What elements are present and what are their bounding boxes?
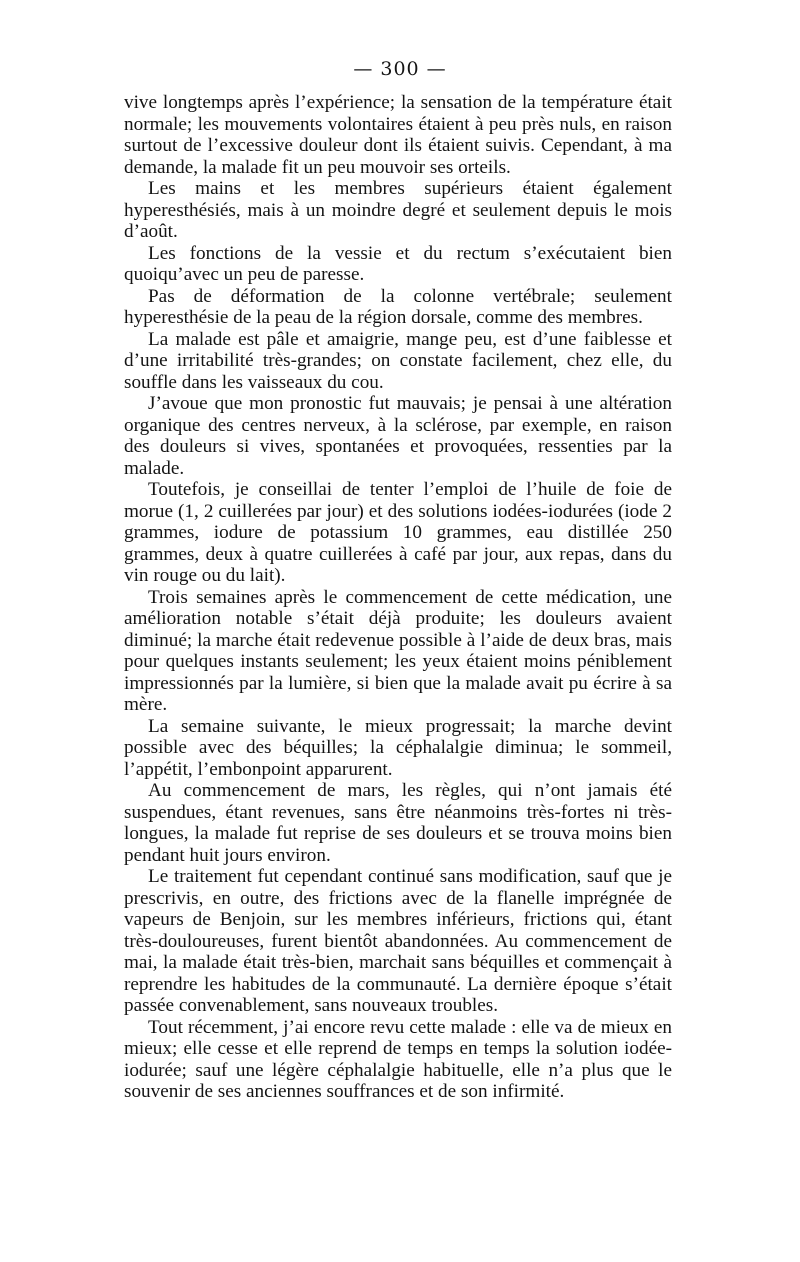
paragraph: vive longtemps après l’expérience; la sensation de la température était normale; les mouvements volontaires étaient à peu près nuls, en raison surtout de l’excessive douleur dont ils étaient suivis. Cependant, à ma demande, la malade fit un peu mouvoir ses orteils.: [124, 92, 672, 178]
page-number: — 300 —: [353, 58, 447, 80]
paragraph: Toutefois, je conseillai de tenter l’emploi de l’huile de foie de morue (1, 2 cuillerées par jour) et des solutions iodées-iodurées (iode 2 grammes, iodure de potassium 10 grammes, eau distillée 250 grammes, deux à quatre cuillerées à café par jour, aux repas, dans du vin rouge ou du lait).: [124, 479, 672, 586]
body-text: [124, 92, 672, 1103]
paragraph: Tout récemment, j’ai encore revu cette malade : elle va de mieux en mieux; elle cesse et elle reprend de temps en temps la solution iodée-iodurée; sauf une légère céphalalgie habituelle, elle n’a plus que le souvenir de ses anciennes souffrances et de son infirmité.: [124, 1016, 672, 1102]
paragraph: J’avoue que mon pronostic fut mauvais; je pensai à une altération organique des centres nerveux, à la sclérose, par exemple, en raison des douleurs si vives, spontanées et provoquées, ressenties par la malade.: [124, 393, 672, 479]
paragraph: Les mains et les membres supérieurs étaient également hyperesthésiés, mais à un moindre degré et seulement depuis le mois d’août.: [124, 178, 672, 242]
paragraph: Trois semaines après le commencement de cette médication, une amélioration notable s’était déjà produite; les douleurs avaient diminué; la marche était redevenue possible à l’aide de deux bras, mais pour quelques instants seulement; les yeux étaient moins péniblement impressionnés par la lumière, si bien que la malade avait pu écrire à sa mère.: [124, 586, 672, 715]
paragraph: La semaine suivante, le mieux progressait; la marche devint possible avec des béquilles; la céphalalgie diminua; le sommeil, l’appétit, l’embonpoint apparurent.: [124, 715, 672, 780]
paragraph: Pas de déformation de la colonne vertébrale; seulement hyperesthésie de la peau de la région dorsale, comme des membres.: [124, 285, 672, 328]
paragraph: La malade est pâle et amaigrie, mange peu, est d’une faiblesse et d’une irritabilité très-grandes; on constate facilement, chez elle, du souffle dans les vaisseaux du cou.: [124, 328, 672, 393]
paragraph: Les fonctions de la vessie et du rectum s’exécutaient bien quoiqu’avec un peu de paresse.: [124, 242, 672, 285]
paragraph: Le traitement fut cependant continué sans modification, sauf que je prescrivis, en outre, des frictions avec de la flanelle imprégnée de vapeurs de Benjoin, sur les membres inférieurs, frictions qui, étant très-douloureuses, furent bientôt abandonnées. Au commencement de mai, la malade était très-bien, marchait sans béquilles et commençait à reprendre les habitudes de la communauté. La dernière époque s’était passée convenablement, sans nouveaux troubles.: [124, 866, 672, 1016]
paragraph: Au commencement de mars, les règles, qui n’ont jamais été suspendues, étant revenues, sans être néanmoins très-fortes ni très-longues, la malade fut reprise de ses douleurs et se trouva moins bien pendant huit jours environ.: [124, 780, 672, 866]
